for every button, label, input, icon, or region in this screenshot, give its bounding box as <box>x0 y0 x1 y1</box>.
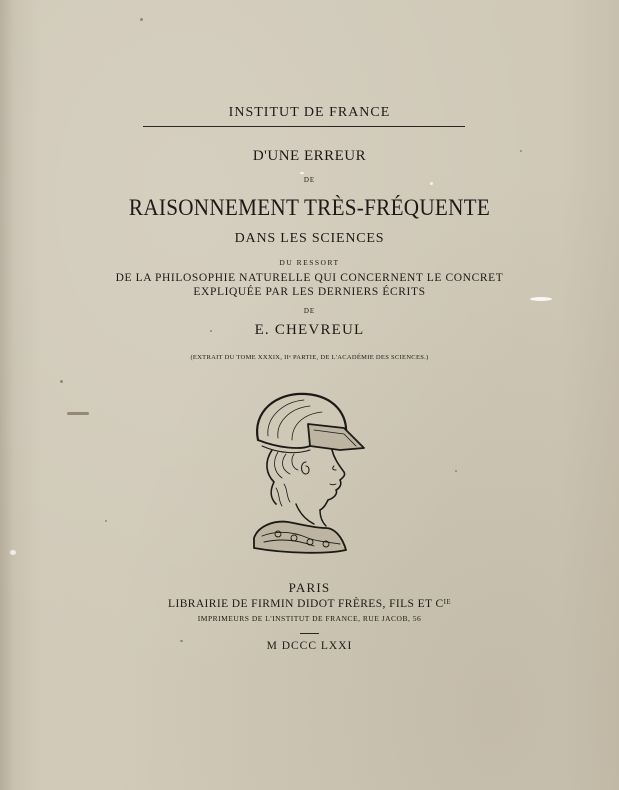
title-line-4: DE LA PHILOSOPHIE NATURELLE QUI CONCERNENT LE CONCRET <box>115 272 504 284</box>
title-connector-2: DU RESSORT <box>279 258 340 267</box>
foxing-spot <box>105 520 107 522</box>
title-main: RAISONNEMENT TRÈS-FRÉQUENTE <box>128 195 491 220</box>
imprint-printer: IMPRIMEURS DE L'INSTITUT DE FRANCE, RUE JACOB, 56 <box>197 614 422 623</box>
extract-note: (EXTRAIT DU TOME XXXIX, IIᵉ PARTIE, DE L'ACADÉMIE DES SCIENCES.) <box>190 354 429 361</box>
title-line-1: D'UNE ERREUR <box>252 148 367 164</box>
imprint-publisher: LIBRAIRIE DE FIRMIN DIDOT FRÈRES, FILS ET Cᴵᴱ <box>168 598 451 610</box>
institution-heading: INSTITUT DE FRANCE <box>228 105 391 120</box>
header-rule <box>143 126 465 127</box>
foxing-spot <box>67 412 89 415</box>
title-line-3: DANS LES SCIENCES <box>234 231 385 246</box>
foxing-spot <box>300 172 304 174</box>
title-connector-3: DE <box>303 307 316 315</box>
imprint-rule <box>300 633 319 634</box>
foxing-spot <box>140 18 143 21</box>
paper-nick <box>10 550 16 555</box>
imprint-year: M DCCC LXXI <box>266 640 353 652</box>
author-name: E. CHEVREUL <box>254 322 365 338</box>
title-connector-1: DE <box>303 176 316 184</box>
title-line-5: EXPLIQUÉE PAR LES DERNIERS ÉCRITS <box>193 286 426 298</box>
imprint-city: PARIS <box>288 580 331 595</box>
foxing-spot <box>455 470 457 472</box>
minerva-helmeted-head-icon <box>248 388 368 560</box>
foxing-spot <box>60 380 63 383</box>
